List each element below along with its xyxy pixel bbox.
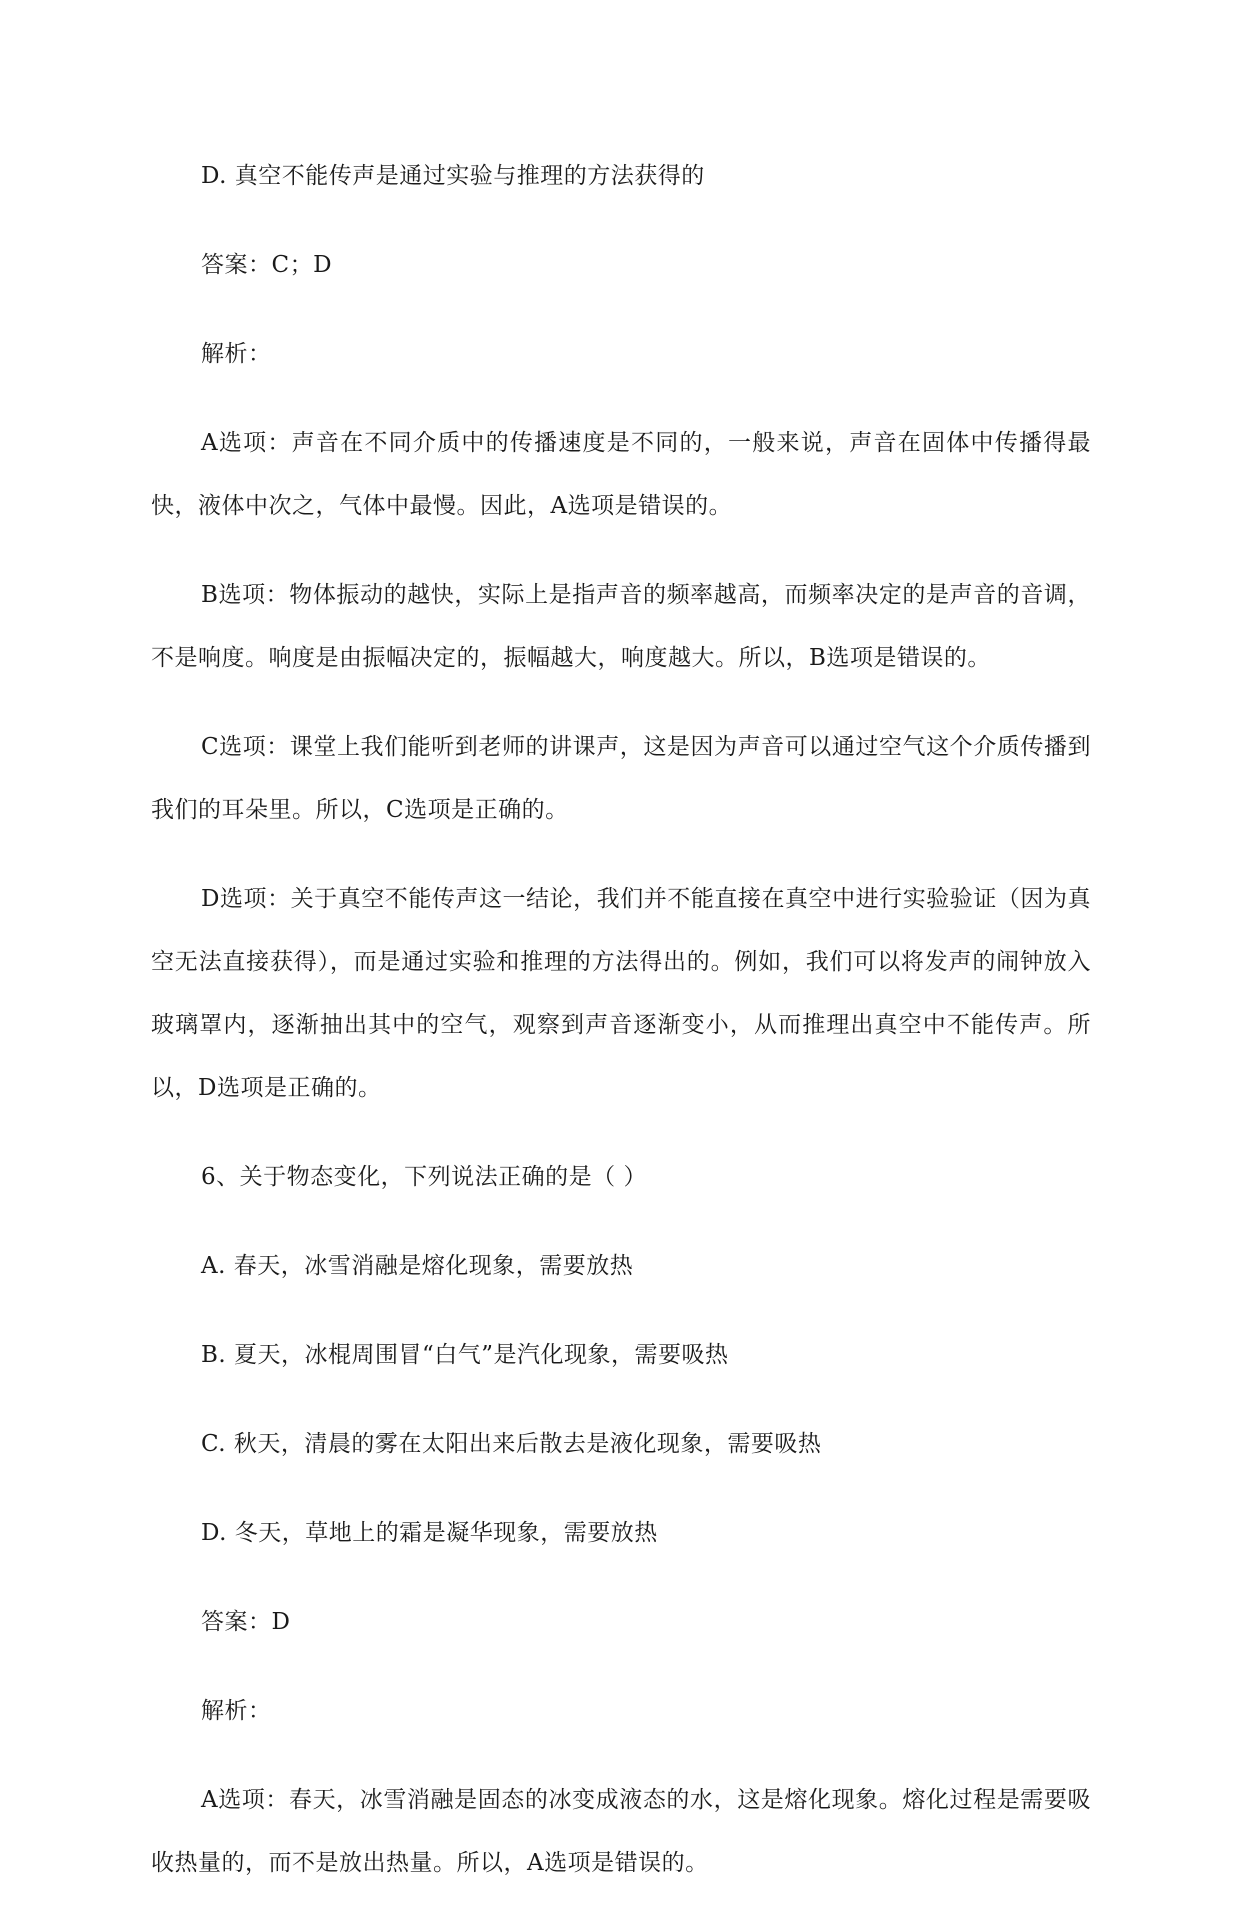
question-6-option-b: B. 夏天，冰棍周围冒“白气”是汽化现象，需要吸热 (201, 1342, 729, 1368)
answer-line: 答案：C；D (201, 252, 333, 278)
analysis-option-a: A选项：春天，冰雪消融是固态的冰变成液态的水，这是熔化现象。熔化过程是需要吸收热量的，而不是放出热量。所以，A选项是错误的。 (151, 1787, 1091, 1876)
analysis-option-d: D选项：关于真空不能传声这一结论，我们并不能直接在真空中进行实验验证（因为真空无法直接获得），而是通过实验和推理的方法得出的。例如，我们可以将发声的闹钟放入玻璃罩内，逐渐抽出其中的空气，观察到声音逐渐变小，从而推理出真空中不能传声。所以，D选项是正确的。 (151, 886, 1091, 1101)
question-6-option-c: C. 秋天，清晨的雾在太阳出来后散去是液化现象，需要吸热 (201, 1431, 822, 1457)
analysis-heading: 解析： (201, 1698, 272, 1724)
analysis-option-c: C选项：课堂上我们能听到老师的讲课声，这是因为声音可以通过空气这个介质传播到我们的耳朵里。所以，C选项是正确的。 (151, 734, 1091, 823)
analysis-heading: 解析： (201, 341, 272, 367)
option-d-statement: D. 真空不能传声是通过实验与推理的方法获得的 (201, 163, 705, 189)
question-6-option-d: D. 冬天，草地上的霜是凝华现象，需要放热 (201, 1520, 658, 1546)
answer-line: 答案：D (201, 1609, 291, 1635)
document-body (151, 145, 1091, 1921)
question-6: 6、关于物态变化，下列说法正确的是（ ） (201, 1164, 647, 1190)
question-6-option-a: A. 春天，冰雪消融是熔化现象，需要放热 (201, 1253, 634, 1279)
analysis-option-b: B选项：物体振动的越快，实际上是指声音的频率越高，而频率决定的是声音的音调，不是响度。响度是由振幅决定的，振幅越大，响度越大。所以，B选项是错误的。 (151, 582, 1091, 671)
analysis-option-a: A选项：声音在不同介质中的传播速度是不同的，一般来说，声音在固体中传播得最快，液体中次之，气体中最慢。因此，A选项是错误的。 (151, 430, 1091, 519)
